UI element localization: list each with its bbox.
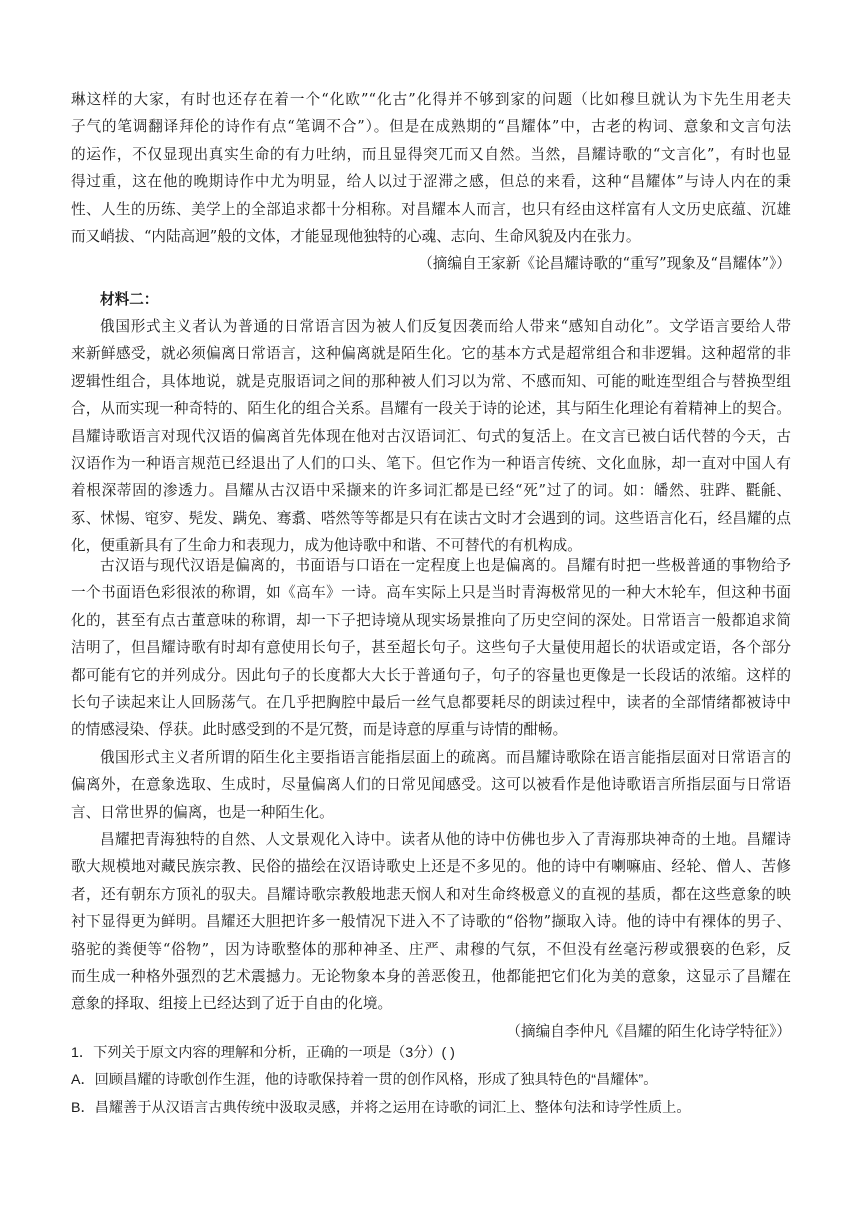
text-line: 歌大规模地对藏民族宗教、民俗的描绘在汉语诗歌史上还是不多见的。他的诗中有喇嘛庙、经轮、僧人、苦修 — [71, 858, 791, 876]
material-2-heading: 材料二： — [100, 291, 159, 308]
question-1-stem: 1．下列关于原文内容的理解和分析，正确的一项是（3分）( ) — [71, 1045, 455, 1061]
text-line: 着根深蒂固的渗透力。昌耀从古汉语中采撷来的许多词汇都是已经“死”过了的词。如：皤然、驻跸、氍毹、 — [71, 482, 791, 500]
text-line: 化的，甚至有点古董意味的称谓，却一下子把诗境从现实场景推向了历史空间的深处。日常语言一般都追求简 — [71, 611, 791, 629]
text-line: 俄国形式主义者所谓的陌生化主要指语言能指层面上的疏离。而昌耀诗歌除在语言能指层面对日常语言的 — [100, 749, 791, 766]
paragraph-1 — [71, 86, 791, 278]
paragraph-4 — [71, 744, 791, 826]
text-line: 合，从而实现一种奇特的、陌生化的组合关系。昌耀有一段关于诗的论述，其与陌生化理论有着精神上的契合。 — [71, 400, 791, 418]
option-a[interactable]: A．回顾昌耀的诗歌创作生涯，他的诗歌保持着一贯的创作风格，形成了独具特色的“昌耀体”。 — [71, 1072, 658, 1089]
text-line: 昌耀诗歌语言对现代汉语的偏离首先体现在他对古汉语词汇、句式的复活上。在文言已被白话代替的今天，古 — [71, 427, 791, 445]
text-line: 偏离外，在意象选取、生成时，尽量偏离人们的日常见闻感受。这可以被看作是他诗歌语言所指层面与日常语 — [71, 776, 791, 794]
text-line: 衬下显得更为鲜明。昌耀还大胆把许多一般情况下进入不了诗歌的“俗物”撷取入诗。他的诗中有裸体的男子、 — [71, 913, 791, 931]
question-1 — [71, 1040, 791, 1122]
text-line: 骆驼的粪便等“俗物”，因为诗歌整体的那种神圣、庄严、肃穆的气氛，不但没有丝毫污秽或猥亵的色彩，反 — [71, 940, 791, 958]
paragraph-3 — [71, 552, 791, 744]
text-line: 洁明了，但昌耀诗歌有时却有意使用长句子，甚至超长句子。这些句子大量使用超长的状语或定语，各个部分 — [71, 639, 791, 657]
source-citation-2: （摘编自李仲凡《昌耀的陌生化诗学特征》） — [506, 1022, 791, 1040]
text-line: 逻辑性组合，具体地说，就是克服语词之间的那种被人们习以为常、不感而知、可能的毗连型组合与替换型组 — [71, 372, 791, 390]
material-2 — [71, 286, 791, 313]
paragraph-5 — [71, 826, 791, 1045]
text-line: 一个书面语色彩很浓的称谓，如《高车》一诗。高车实际上只是当时青海极常见的一种大木轮车，但这种书面 — [71, 584, 791, 602]
text-line: 昌耀把青海独特的自然、人文景观化入诗中。读者从他的诗中仿佛也步入了青海那块神奇的土地。昌耀诗 — [100, 831, 791, 848]
text-line: 子气的笔调翻译拜伦的诗作有点“笔调不合”）。但是在成熟期的“昌耀体”中，古老的构词、意象和文言句法 — [71, 118, 791, 136]
text-line: 的运作，不仅显现出真实生命的有力吐纳，而且显得突兀而又自然。当然，昌耀诗歌的“文言化”，有时也显 — [71, 145, 791, 163]
text-line: 豖、怵惕、窀穸、髡发、蹒免、骞翥、嗒然等等都是只有在读古文时才会遇到的词。这些语言化石，经昌耀的点 — [71, 509, 791, 527]
text-line: 而生成一种格外强烈的艺术震撼力。无论物象本身的善恶俊丑，他都能把它们化为美的意象，这显示了昌耀在 — [71, 967, 791, 985]
source-citation-1: （摘编自王家新《论昌耀诗歌的“重写”现象及“昌耀体”》） — [418, 255, 791, 273]
text-line: 琳这样的大家，有时也还存在着一个“化欧”“化古”化得并不够到家的问题（比如穆旦就认为卞先生用老夫 — [71, 91, 791, 108]
text-line: 者，还有朝东方顶礼的驭夫。昌耀诗歌宗教般地悲天悯人和对生命终极意义的直视的基质，都在这些意象的映 — [71, 885, 791, 903]
text-line: 得过重，这在他的晚期诗作中尤为明显，给人以过于涩滞之感，但总的来看，这种“昌耀体”与诗人内在的秉 — [71, 173, 791, 191]
text-line: 来新鲜感受，就必须偏离日常语言，这种偏离就是陌生化。它的基本方式是超常组合和非逻辑。这种超常的非 — [71, 345, 791, 363]
text-line: 意象的择取、组接上已经达到了近于自由的化境。 — [71, 995, 393, 1013]
text-line: 化，便重新具有了生命力和表现力，成为他诗歌中和谐、不可替代的有机构成。 — [71, 537, 582, 555]
text-line: 汉语作为一种语言规范已经退出了人们的口头、笔下。但它作为一种语言传统、文化血脉，却一直对中国人有 — [71, 454, 791, 472]
text-line: 的情感浸染、俘获。此时感受到的不是冗赘，而是诗意的厚重与诗情的酣畅。 — [71, 721, 568, 739]
paragraph-2 — [71, 313, 791, 560]
option-b[interactable]: B．昌耀善于从汉语言古典传统中汲取灵感，并将之运用在诗歌的词汇上、整体句法和诗学性质上。 — [71, 1099, 691, 1116]
text-line: 都可能有它的并列成分。因此句子的长度都大大长于普通句子，句子的容量也更像是一长段话的浓缩。这样的 — [71, 666, 791, 684]
text-line: 长句子读起来让人回肠荡气。在几乎把胸腔中最后一丝气息都要耗尽的朗读过程中，读者的全部情绪都被诗中 — [71, 693, 791, 711]
text-line: 古汉语与现代汉语是偏离的，书面语与口语在一定程度上也是偏离的。昌耀有时把一些极普通的事物给予 — [100, 557, 791, 574]
text-line: 而又峭拔、“内陆高迥”般的文体，才能显现他独特的心魂、志向、生命风貌及内在张力。 — [71, 227, 641, 245]
text-line: 言、日常世界的偏离，也是一种陌生化。 — [71, 803, 334, 821]
text-line: 性、人生的历练、美学上的全部追求都十分相称。对昌耀本人而言，也只有经由这样富有人文历史底蕴、沉雄 — [71, 200, 791, 218]
text-line: 俄国形式主义者认为普通的日常语言因为被人们反复因袭而给人带来“感知自动化”。文学语言要给人带 — [100, 318, 791, 335]
